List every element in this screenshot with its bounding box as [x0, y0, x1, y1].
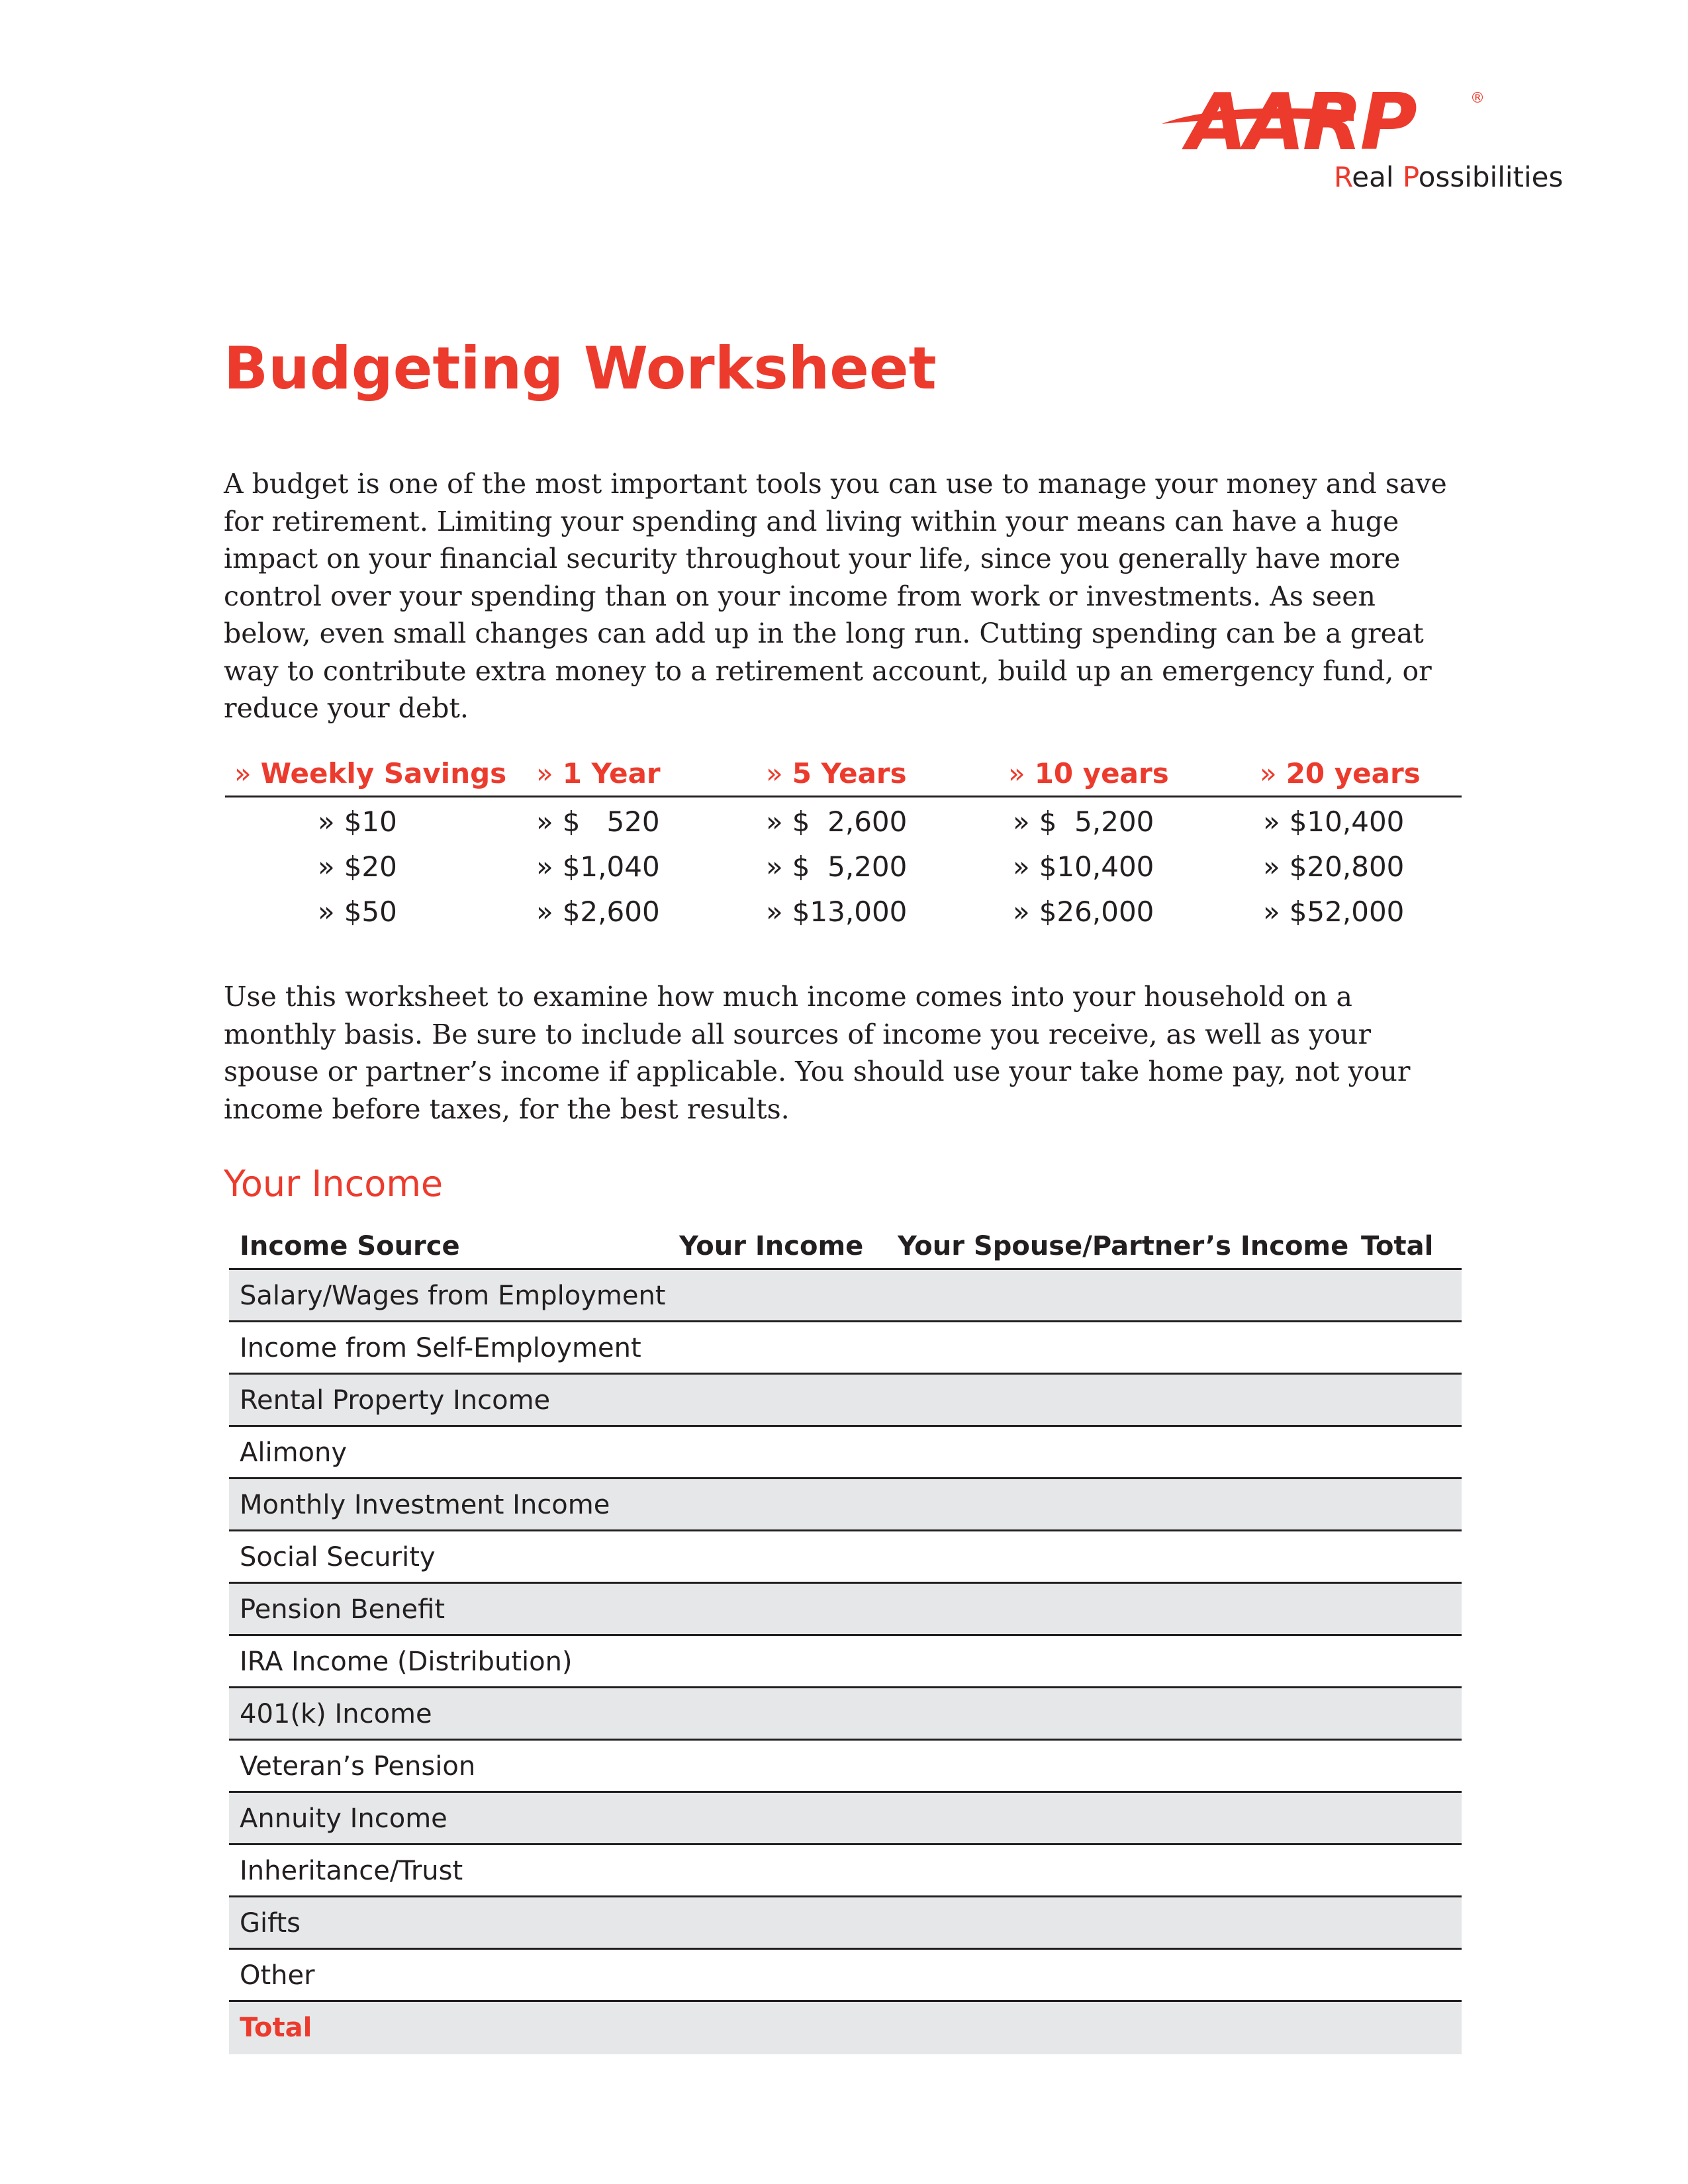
header-income-source: Income Source: [240, 1231, 460, 1261]
income-row-label: Salary/Wages from Employment: [240, 1281, 666, 1311]
income-row-label: Social Security: [240, 1542, 436, 1572]
savings-header-row: [225, 754, 1462, 797]
income-row-label: Alimony: [240, 1437, 348, 1468]
income-row[interactable]: [229, 1322, 1462, 1375]
income-row[interactable]: [229, 1793, 1462, 1845]
income-row-label: Gifts: [240, 1908, 301, 1938]
income-row-label: Income from Self-Employment: [240, 1333, 641, 1363]
income-row[interactable]: [229, 1688, 1462, 1741]
income-row-label: IRA Income (Distribution): [240, 1647, 573, 1677]
income-row[interactable]: [229, 1479, 1462, 1531]
header-total: Total: [1361, 1231, 1434, 1261]
income-total-row[interactable]: [229, 2002, 1462, 2054]
instructions-paragraph: Use this worksheet to examine how much income comes into your household on a monthly basis. Be sure to include all sources of income you receive, as well as your spouse or partner’s income if applicable. You should use your take home pay, not your income before taxes, for the best results.: [224, 981, 1411, 1125]
income-row[interactable]: [229, 1375, 1462, 1427]
income-row[interactable]: [229, 1531, 1462, 1584]
income-row[interactable]: [229, 1950, 1462, 2002]
savings-cell: » $20: [318, 850, 397, 883]
registered-mark: ®: [1470, 90, 1485, 107]
income-row-label: Rental Property Income: [240, 1385, 551, 1416]
savings-cell: » $50: [318, 895, 397, 928]
income-row-label: Annuity Income: [240, 1803, 447, 1834]
savings-cell: » $52,000: [1263, 895, 1405, 928]
income-table: [229, 1226, 1462, 2054]
savings-cell: » $ 520: [536, 805, 660, 838]
savings-cell: » $1,040: [536, 850, 660, 883]
savings-cell: » $10: [318, 805, 397, 838]
income-row-label: Veteran’s Pension: [240, 1751, 476, 1782]
savings-cell: » $ 5,200: [766, 850, 908, 883]
savings-table: [225, 754, 1462, 933]
savings-header-1-year: » 1 Year: [536, 757, 661, 790]
savings-cell: » $10,400: [1013, 850, 1154, 883]
intro-paragraph: A budget is one of the most important tools you can use to manage your money and save for retirement. Limiting your spending and living within your means can have a huge impact on your financial security throughout your life, since you generally have more control over your spending than on your income from work or investments. As seen below, even small changes can add up in the long run. Cutting spending can be a great way to contribute extra money to a retirement account, build up an emergency fund, or reduce your debt.: [224, 468, 1447, 724]
savings-row: [225, 797, 1462, 842]
savings-cell: » $ 2,600: [766, 805, 908, 838]
savings-header-20-years: » 20 years: [1260, 757, 1421, 790]
page-title: Budgeting Worksheet: [224, 334, 937, 402]
aarp-wordmark: [1162, 83, 1559, 156]
income-row[interactable]: [229, 1741, 1462, 1793]
income-row-label: Inheritance/Trust: [240, 1856, 463, 1886]
logo-tagline: Real Possibilities: [1334, 161, 1564, 193]
savings-header-10-years: » 10 years: [1008, 757, 1169, 790]
savings-cell: » $20,800: [1263, 850, 1405, 883]
section-title-your-income: Your Income: [224, 1163, 444, 1205]
savings-header-5-years: » 5 Years: [766, 757, 907, 790]
income-row[interactable]: [229, 1897, 1462, 1950]
income-row-label: Pension Benefit: [240, 1594, 445, 1625]
header-spouse-income: Your Spouse/Partner’s Income: [898, 1231, 1349, 1261]
savings-row: [225, 887, 1462, 933]
income-row-label: Monthly Investment Income: [240, 1490, 610, 1520]
savings-cell: » $ 5,200: [1013, 805, 1154, 838]
savings-cell: » $10,400: [1263, 805, 1405, 838]
savings-row: [225, 842, 1462, 887]
income-row[interactable]: [229, 1636, 1462, 1688]
income-row-label: Other: [240, 1960, 315, 1991]
savings-header-weekly: » Weekly Savings: [234, 757, 507, 790]
brand-wordmark-text: AARP: [1187, 83, 1415, 156]
income-row[interactable]: [229, 1427, 1462, 1479]
savings-cell: » $26,000: [1013, 895, 1154, 928]
savings-cell: » $13,000: [766, 895, 908, 928]
income-row[interactable]: [229, 1584, 1462, 1636]
income-row[interactable]: [229, 1270, 1462, 1322]
income-header-row: [229, 1226, 1462, 1270]
income-row[interactable]: [229, 1845, 1462, 1897]
savings-cell: » $2,600: [536, 895, 660, 928]
income-row-label: 401(k) Income: [240, 1699, 432, 1729]
header-your-income: Your Income: [679, 1231, 864, 1261]
income-total-label: Total: [240, 2013, 312, 2043]
aarp-logo: [1162, 83, 1572, 202]
